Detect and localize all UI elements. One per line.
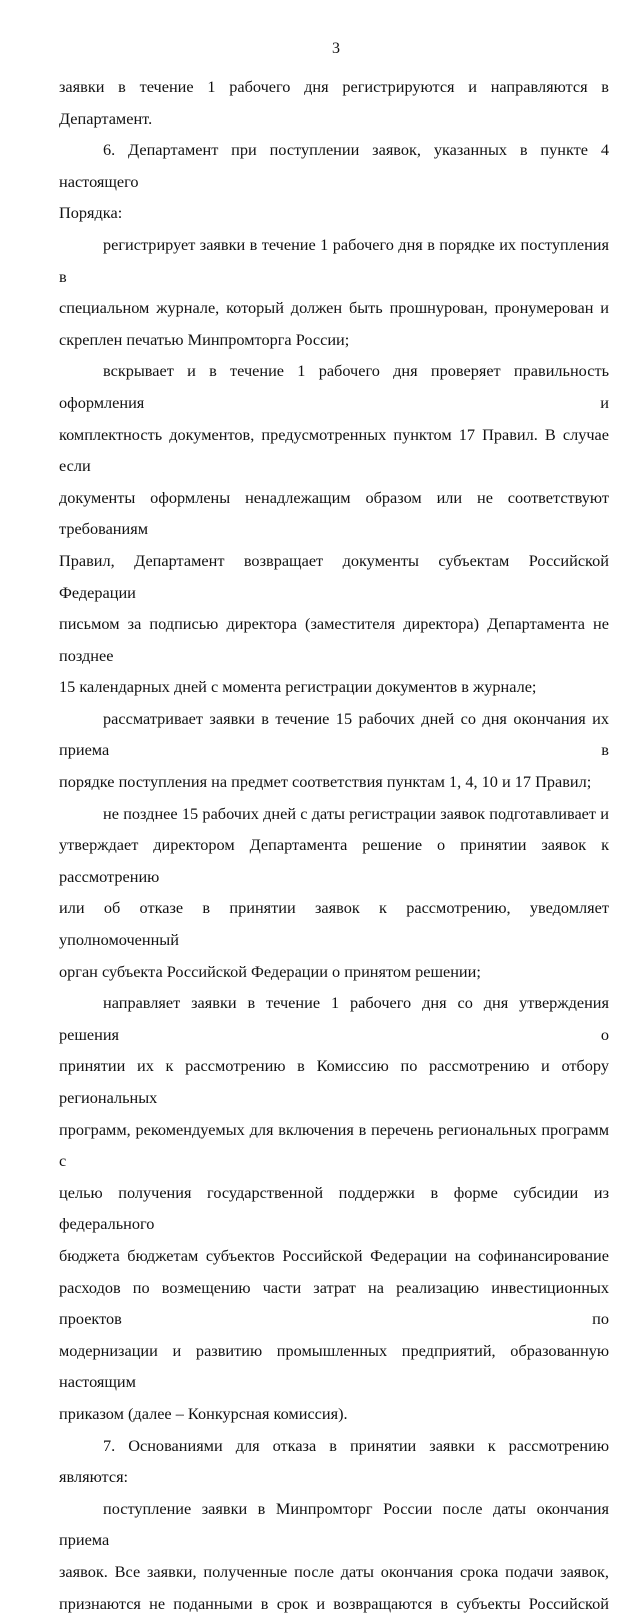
text-line: заявок. Все заявки, полученные после даты окончания срока подачи заявок, (59, 1556, 609, 1588)
page-number: 3 (0, 40, 640, 58)
paragraph-opens (59, 355, 609, 703)
text-line: принятии их к рассмотрению в Комиссию по рассмотрению и отбору региональных (59, 1050, 609, 1113)
text-line: вскрывает и в течение 1 рабочего дня проверяет правильность оформления и (59, 355, 609, 418)
text-line: целью получения государственной поддержки в форме субсидии из федерального (59, 1177, 609, 1240)
text-line: Порядка: (59, 197, 609, 229)
text-line: поступление заявки в Минпромторг России после даты окончания приема (59, 1493, 609, 1556)
text-line: документы оформлены ненадлежащим образом или не соответствуют требованиям (59, 482, 609, 545)
text-line: рассматривает заявки в течение 15 рабочих дней со дня окончания их приема в (59, 703, 609, 766)
text-line: или об отказе в принятии заявок к рассмотрению, уведомляет уполномоченный (59, 892, 609, 955)
text-line: комплектность документов, предусмотренных пунктом 17 Правил. В случае если (59, 419, 609, 482)
text-line: приказом (далее – Конкурсная комиссия). (59, 1398, 609, 1430)
paragraph-registers (59, 229, 609, 355)
text-line: регистрирует заявки в течение 1 рабочего дня в порядке их поступления в (59, 229, 609, 292)
text-line: 15 календарных дней с момента регистрации документов в журнале; (59, 671, 609, 703)
text-line: Правил, Департамент возвращает документы субъектам Российской Федерации (59, 545, 609, 608)
paragraph-continuation (59, 71, 609, 134)
paragraph-item-7 (59, 1430, 609, 1493)
text-line: 6. Департамент при поступлении заявок, указанных в пункте 4 настоящего (59, 134, 609, 197)
text-line: письмом за подписью директора (заместителя директора) Департамента не позднее (59, 608, 609, 671)
paragraph-item-6 (59, 134, 609, 229)
text-line: орган субъекта Российской Федерации о принятом решении; (59, 956, 609, 988)
text-line: порядке поступления на предмет соответствия пунктам 1, 4, 10 и 17 Правил; (59, 766, 609, 798)
paragraph-late-submission (59, 1493, 609, 1619)
text-line: признаются не поданными в срок и возвращаются в субъекты Российской (59, 1588, 609, 1619)
text-line: программ, рекомендуемых для включения в перечень региональных программ с (59, 1114, 609, 1177)
paragraph-forwards (59, 987, 609, 1429)
text-line: заявки в течение 1 рабочего дня регистрируются и направляются в Департамент. (59, 71, 609, 134)
text-line: специальном журнале, который должен быть прошнурован, пронумерован и (59, 292, 609, 324)
text-line: направляет заявки в течение 1 рабочего дня со дня утверждения решения о (59, 987, 609, 1050)
paragraph-decision (59, 798, 609, 988)
paragraph-reviews (59, 703, 609, 798)
text-line: скреплен печатью Минпромторга России; (59, 324, 609, 356)
text-line: бюджета бюджетам субъектов Российской Федерации на софинансирование (59, 1240, 609, 1272)
text-line: модернизации и развитию промышленных предприятий, образованную настоящим (59, 1335, 609, 1398)
text-line: расходов по возмещению части затрат на реализацию инвестиционных проектов по (59, 1272, 609, 1335)
document-body (59, 71, 609, 1619)
text-line: утверждает директором Департамента решение о принятии заявок к рассмотрению (59, 829, 609, 892)
text-line: не позднее 15 рабочих дней с даты регистрации заявок подготавливает и (59, 798, 609, 830)
text-line: 7. Основаниями для отказа в принятии заявки к рассмотрению являются: (59, 1430, 609, 1493)
